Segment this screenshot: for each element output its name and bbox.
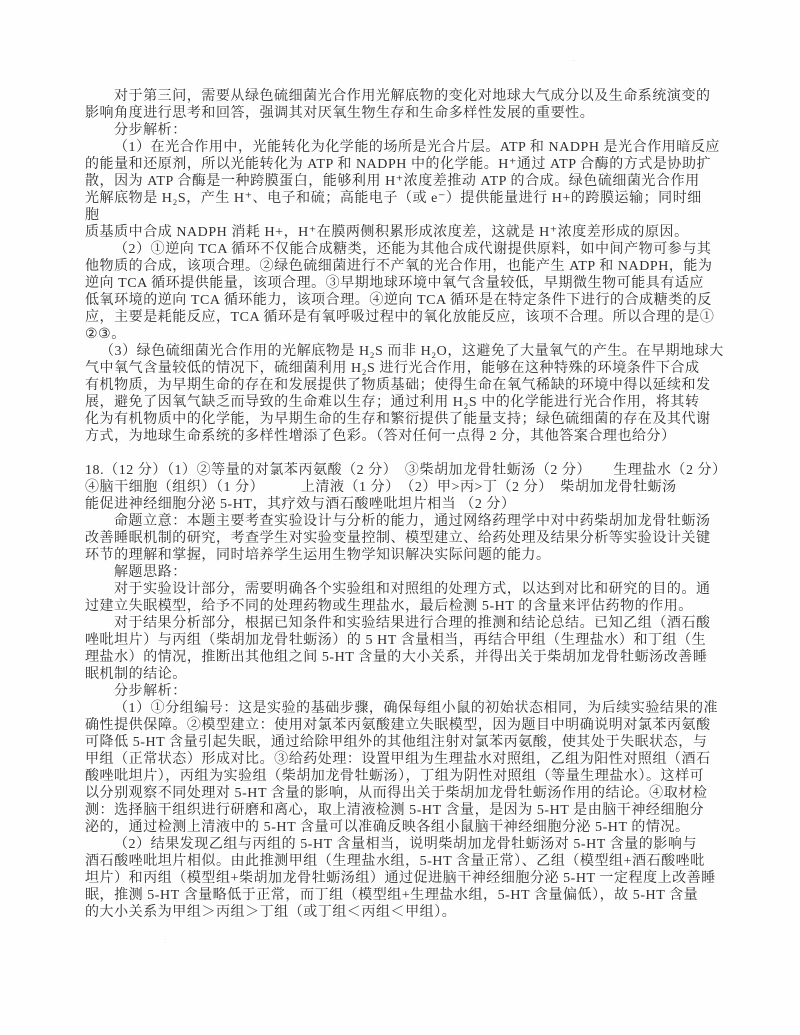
text-line: 胞 [85,208,100,223]
text-line: 低氧环境的逆向 TCA 循环能力，该项合理。④逆向 TCA 循环是在特定条件下进行的合成糖类的反 [85,293,712,308]
text-line: 对于结果分析部分，根据已知条件和实验结果进行合理的推测和结论总结。已知乙组（酒石酸 [114,616,711,631]
text-line: 分步解析： [114,123,187,138]
text-line: 泌的，通过检测上清液中的 5-HT 含量可以准确反映各组小鼠脑干神经细胞分泌 5-HT 的情况。 [85,820,690,835]
text-line: 命题立意：本题主要考查实验设计与分析的能力，通过网络药理学中对中药柴胡加龙骨牡蛎汤 [114,514,711,529]
text-line: 化为有机物质中的化学能，为早期生命的生存和繁衍提供了能量支持；绿色硫细菌的存在及其代谢 [85,412,711,427]
text-line: ②③。 [85,327,126,342]
text-line: 质基质中合成 NADPH 消耗 H+，H⁺在膜两侧积累形成浓度差，这就是 H⁺浓度差形成的原因。 [85,225,689,240]
text-line: 能促进神经细胞分泌 5-HT，其疗效与酒石酸唑吡坦片相当 （2 分） [85,497,516,512]
text-line: 改善睡眠机制的研究，考查学生对实验变量控制、模型建立、给药处理及结果分析等实验设计关键 [85,531,711,546]
text-line: 测：选择脑干组织进行研磨和离心，取上清液检测 5-HT 含量，是因为 5-HT 是由脑干神经细胞分 [85,803,705,818]
text-line: 解题思路： [114,565,187,580]
text-line: 环节的理解和掌握，同时培养学生运用生物学知识解决实际问题的能力。 [85,548,551,563]
scan-artifact-top: ¨ [572,58,576,68]
text-line: （2）结果发现乙组与丙组的 5-HT 含量相当，说明柴胡加龙骨牡蛎汤对 5-HT 含量的影响与 [114,837,697,852]
text-line: 对于第三问，需要从绿色硫细菌光合作用光解底物的变化对地球大气成分以及生命系统演变的 [114,89,711,104]
text-line: 光解底物是 H₂S，产生 H⁺、电子和硫；高能电子（或 e⁻）提供能量进行 H+的跨膜运输；同时细 [85,191,702,206]
text-line: 对于实验设计部分，需要明确各个实验组和对照组的处理方式，以达到对比和研究的目的。通 [114,582,711,597]
text-line: 气中氧气含量较低的情况下，硫细菌利用 H₂S 进行光合作用，能够在这种特殊的环境条件下合成 [85,361,700,376]
text-line: 可降低 5-HT 含量引起失眠，通过给除甲组外的其他组注射对氯苯丙氨酸，使其处于失眠状态，与 [85,735,708,750]
text-line: 唑吡坦片）与丙组（柴胡加龙骨牡蛎汤）的 5 HT 含量相当，再结合甲组（生理盐水）和丁组（生 [85,633,707,648]
text-line: 散，因为 ATP 合酶是一种跨膜蛋白，能够利用 H⁺浓度差推动 ATP 的合成。绿色硫细菌光合作用 [85,174,700,189]
section-gap [85,445,733,462]
text-line: 酸唑吡坦片），丙组为实验组（柴胡加龙骨牡蛎汤），丁组为阴性对照组（等量生理盐水）。这样可 [85,769,705,784]
text-line: 他物质的合成，该项合理。②绿色硫细菌进行不产氧的光合作用，也能产生 ATP 和 NADPH，能为 [85,259,713,274]
text-line: （2）①逆向 TCA 循环不仅能合成糖类，还能为其他合成代谢提供原料，如中间产物可参与其 [114,242,712,257]
text-line: 以分别观察不同处理对 5-HT 含量的影响，从而得出关于柴胡加龙骨牡蛎汤作用的结论。④取材检 [85,786,708,801]
text-line: 甲组（正常状态）形成对比。③给药处理：设置甲组为生理盐水对照组，乙组为阳性对照组（酒石 [85,752,711,767]
text-line: 展，避免了因氧气缺乏而导致的生命难以生存；通过利用 H₂S 中的化学能进行光合作用，将其转 [85,395,700,410]
document-text [85,88,733,921]
question-17-analysis-tail [85,88,733,445]
text-line: 有机物质，为早期生命的存在和发展提供了物质基础；使得生命在氧气稀缺的环境中得以延续和发 [85,378,711,393]
text-line: 坦片）和丙组（模型组+柴胡加龙骨牡蛎汤组）通过促进脑干神经细胞分泌 5-HT 一定程度上改善睡 [85,871,716,886]
text-line: （1）在光合作用中，光能转化为化学能的场所是光合片层。ATP 和 NADPH 是光合作用暗反应 [114,140,720,155]
text-line: 影响角度进行思考和回答，强调其对厌氧生物生存和生命多样性发展的重要性。 [85,106,595,121]
text-line: 眠，推测 5-HT 含量略低于正常，而丁组（模型组+生理盐水组，5-HT 含量偏低），故 5-HT 含量 [85,888,699,903]
text-line: （3）绿色硫细菌光合作用的光解底物是 H₂S 而非 H₂O，这避免了大量氧气的产生。在早期地球大 [100,344,724,359]
text-line: 确性提供保障。②模型建立：使用对氯苯丙氨酸建立失眠模型，因为题目中明确说明对氯苯丙氨酸 [85,718,711,733]
question-18-answer-and-analysis [85,462,733,921]
text-line: 应，主要是耗能反应，TCA 循环是有氧呼吸过程中的氧化放能反应，该项不合理。所以合理的是① [85,310,715,325]
text-line: 18.（12 分）（1）②等量的对氯苯丙氨酸（2 分） ③柴胡加龙骨牡蛎汤（2 分） 生理盐水（2 分） [85,463,727,478]
text-line: 方式，为地球生命系统的多样性增添了色彩。（答对任何一点得 2 分，其他答案合理也给分） [85,429,676,444]
text-line: ④脑干细胞（组织）（1 分） 上清液（1 分） （2）甲>丙>丁（2 分） 柴胡加龙骨牡蛎汤 [85,480,677,495]
text-line: 的大小关系为甲组＞丙组＞丁组（或丁组＜丙组＜甲组）。 [85,905,457,920]
text-line: 分步解析： [114,684,187,699]
text-line: 眠机制的结论。 [85,667,187,682]
text-line: 的能量和还原剂，所以光能转化为 ATP 和 NADPH 中的化学能。H⁺通过 ATP 合酶的方式是协助扩 [85,157,712,172]
text-line: 理盐水）的情况，推断出其他组之间 5-HT 含量的大小关系，并得出关于柴胡加龙骨牡蛎汤改善睡 [85,650,708,665]
text-line: 酒石酸唑吡坦片相似。由此推测甲组（生理盐水组，5-HT 含量正常）、乙组（模型组+酒石酸唑吡 [85,854,705,869]
text-line: 过建立失眠模型，给予不同的处理药物或生理盐水，最后检测 5-HT 的含量来评估药物的作用。 [85,599,693,614]
text-line: 逆向 TCA 循环提供能量，该项合理。③早期地球环境中氧气含量较低，早期微生物可能具有适应 [85,276,704,291]
scan-artifact-bottom: ∶ [164,936,168,946]
text-line: （1）①分组编号：这是实验的基础步骤，确保每组小鼠的初始状态相同，为后续实验结果的准 [114,701,719,716]
